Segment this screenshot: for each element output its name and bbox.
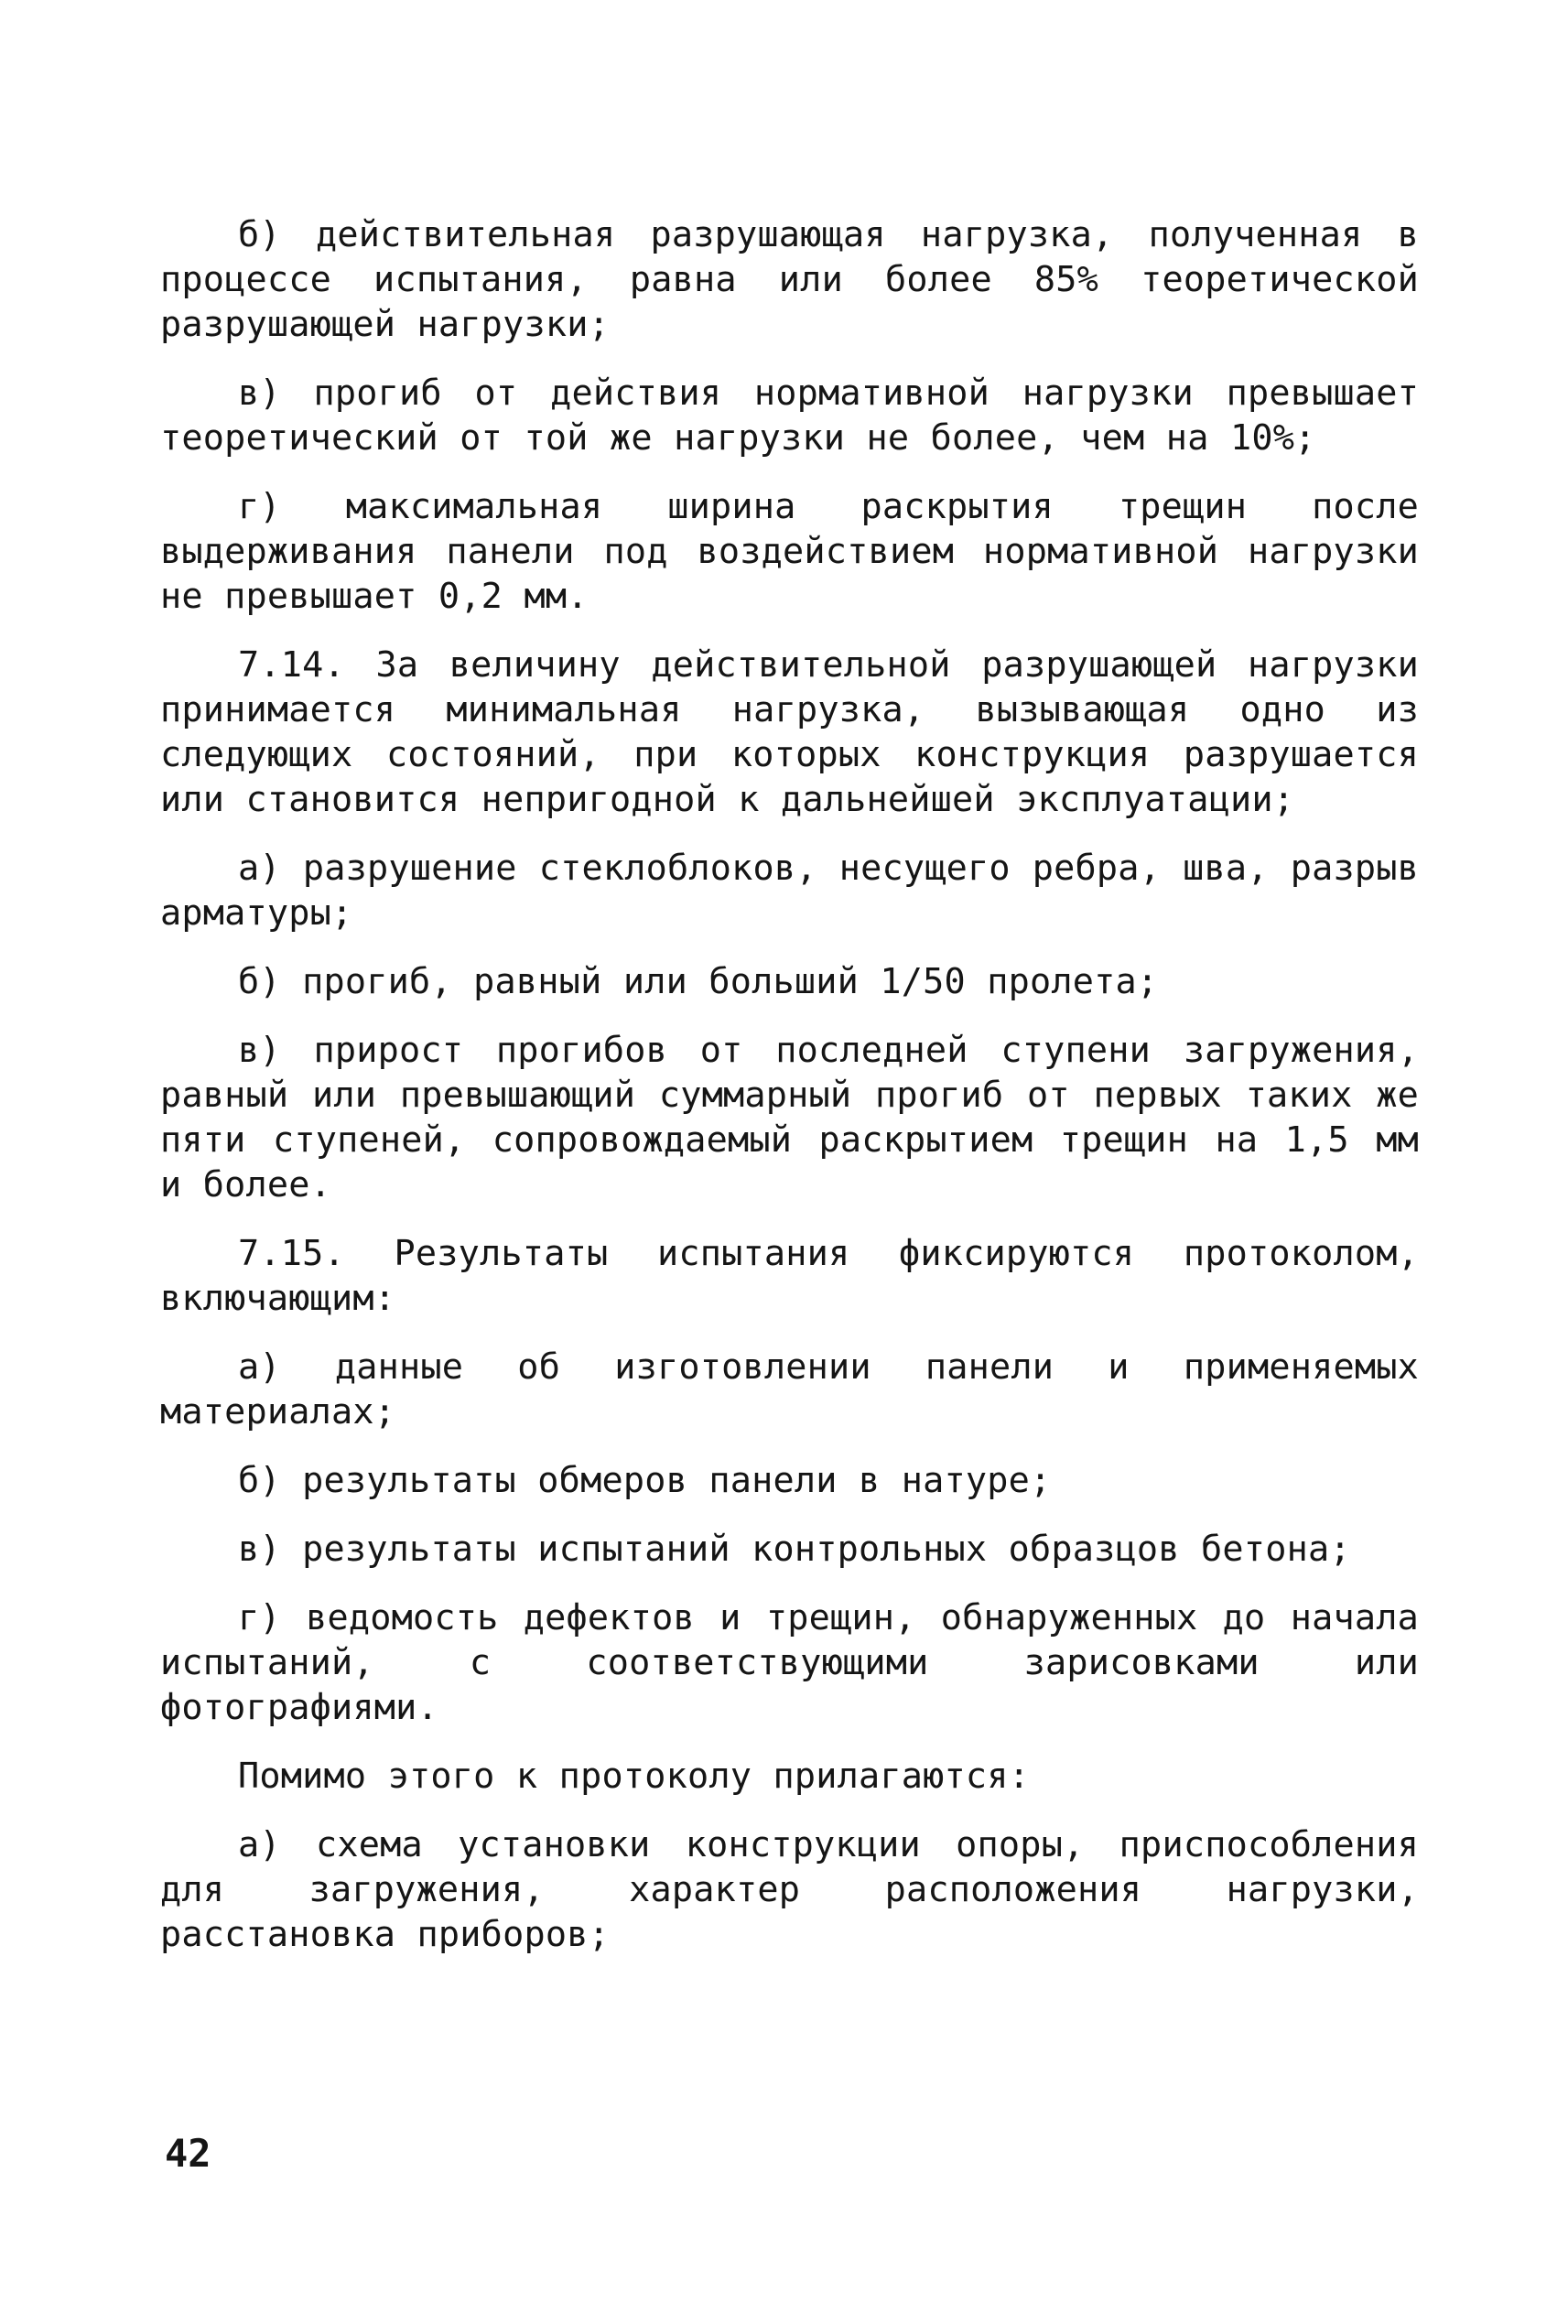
paragraph-item-a-manufacturing: а) данные об изготовлении панели и применяемых материалах;	[160, 1346, 1419, 1432]
paragraph-7-15: 7.15. Результаты испытания фиксируются протоколом, включающим:	[160, 1233, 1419, 1319]
paragraph-item-a-scheme: а) схема установки конструкции опоры, приспособления для загружения, характер расположения нагрузки, расстановка приборов;	[160, 1824, 1419, 1955]
paragraph-item-b-destructive-load: б) действительная разрушающая нагрузка, полученная в процессе испытания, равна или более 85% теоретической разрушающей нагрузки;	[160, 214, 1419, 345]
paragraph-item-v-deflection-increment: в) прирост прогибов от последней ступени загружения, равный или превышающий суммарный прогиб от первых таких же пяти ступеней, сопровождаемый раскрытием трещин на 1,5 мм и более.	[160, 1030, 1419, 1205]
paragraph-item-b-measurements: б) результаты обмеров панели в натуре;	[238, 1460, 1052, 1501]
paragraph-item-g-defects: г) ведомость дефектов и трещин, обнаруженных до начала испытаний, с соответствующими зарисовками или фотографиями.	[160, 1597, 1419, 1728]
paragraph-item-b-deflection-limit: б) прогиб, равный или больший 1/50 пролета;	[238, 961, 1159, 1002]
page-number: 42	[165, 2131, 211, 2176]
paragraph-item-v-deflection: в) прогиб от действия нормативной нагрузки превышает теоретический от той же нагрузки не более, чем на 10%;	[160, 373, 1419, 459]
paragraph-7-14: 7.14. За величину действительной разрушающей нагрузки принимается минимальная нагрузка, вызывающая одно из следующих состояний, при которых конструкция разрушается или становится непригодной к дальнейшей эксплуатации;	[160, 644, 1419, 820]
body-text	[160, 212, 1419, 1957]
paragraph-attachments-intro: Помимо этого к протоколу прилагаются:	[238, 1756, 1031, 1797]
paragraph-item-v-concrete-tests: в) результаты испытаний контрольных образцов бетона;	[238, 1529, 1351, 1570]
paragraph-item-g-crack-width: г) максимальная ширина раскрытия трещин после выдерживания панели под воздействием нормативной нагрузки не превышает 0,2 мм.	[160, 486, 1419, 617]
paragraph-item-a-failure: а) разрушение стеклоблоков, несущего ребра, шва, разрыв арматуры;	[160, 848, 1419, 934]
